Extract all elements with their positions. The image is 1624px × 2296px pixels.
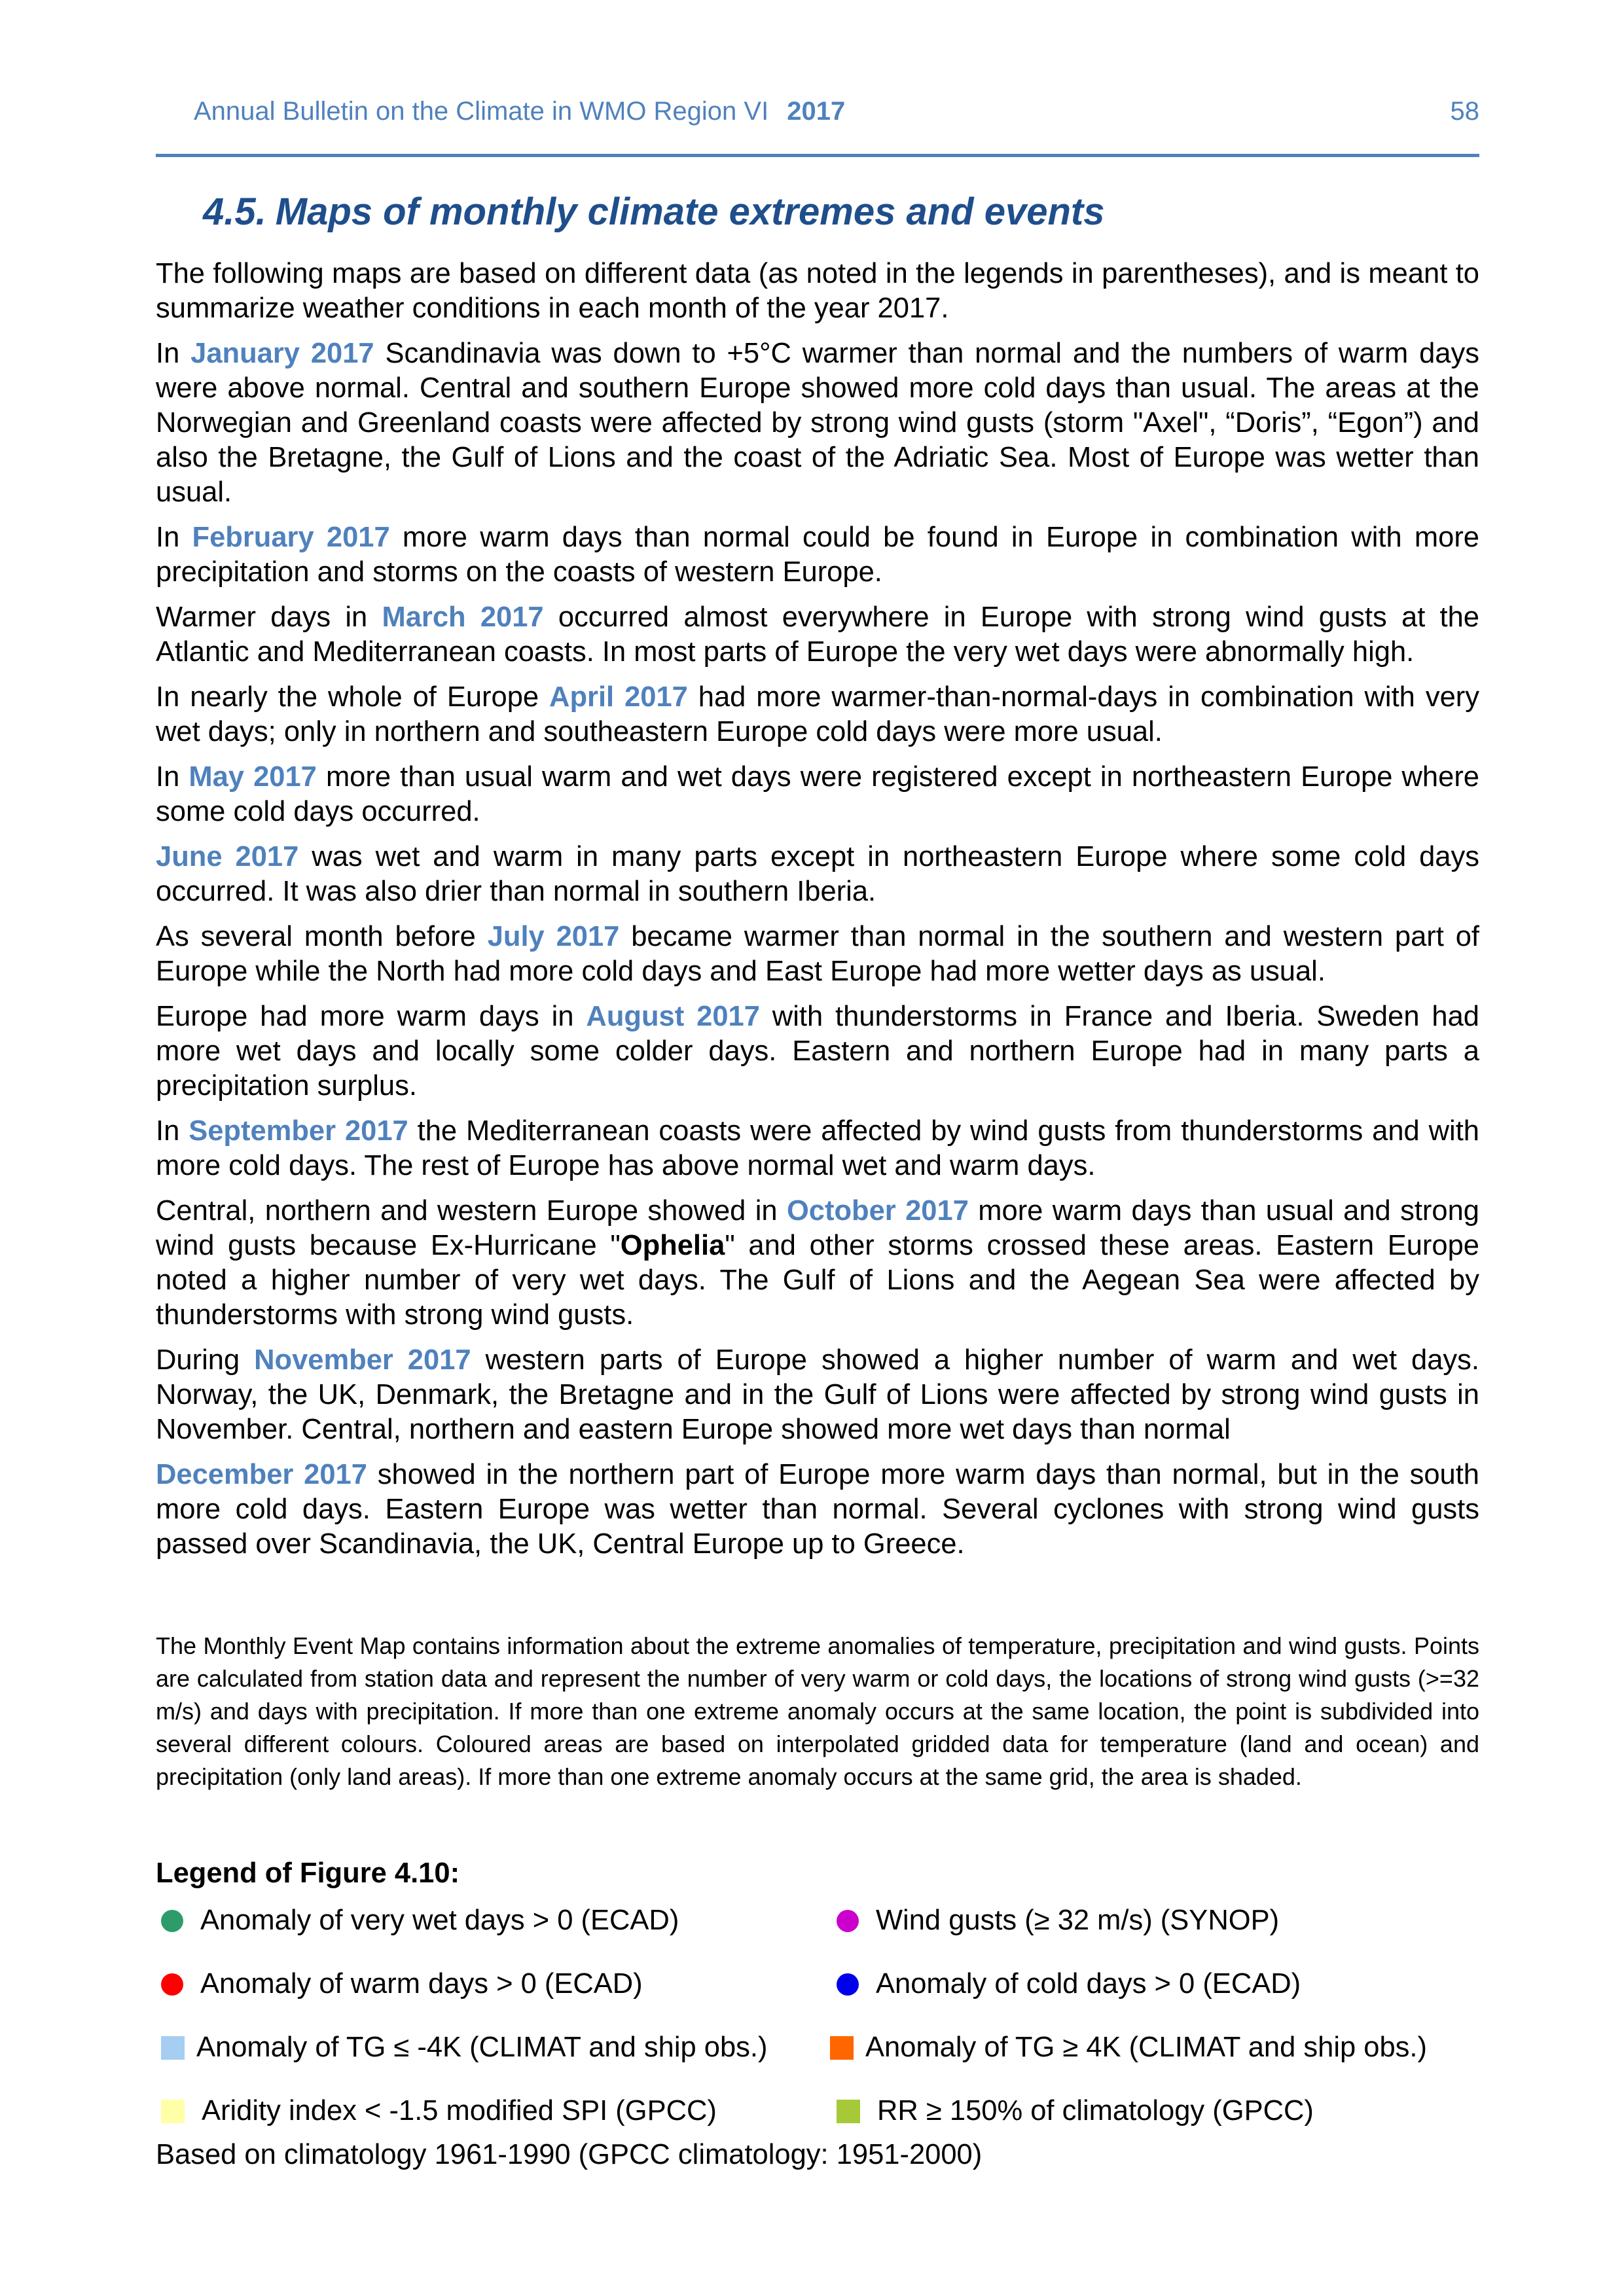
legend-row [156, 1968, 1504, 2032]
orange-square-icon [830, 2036, 854, 2060]
section-heading [203, 190, 1105, 234]
legend-item-wet-days: Anomaly of very wet days > 0 (ECAD) [161, 1905, 679, 1937]
legend-row [156, 1905, 1504, 1968]
paragraph-january: In January 2017 Scandinavia was down to +5°C warmer than normal and the numbers of warm days were above normal. Central and southern Europe showed more cold days than usual. The areas at the Norwegian and Greenland coasts were affected by strong wind gusts (storm "Axel", “Doris”, “Egon”) and also the Bretagne, the Gulf of Lions and the coast of the Adriatic Sea. Most of Europe was wetter than usual. [156, 338, 1479, 508]
legend-item-tg-cold: Anomaly of TG ≤ -4K (CLIMAT and ship obs.) [161, 2032, 767, 2064]
month-highlight: May 2017 [189, 761, 317, 793]
page-header [156, 97, 1479, 157]
paragraph-june: June 2017 was wet and warm in many parts except in northeastern Europe where some cold days occurred. It was also drier than normal in southern Iberia. [156, 841, 1480, 907]
month-highlight: January 2017 [190, 338, 374, 369]
legend-item-precip-surplus: RR ≥ 150% of climatology (GPCC) [837, 2095, 1314, 2127]
section-number: 4.5. [203, 190, 266, 233]
page-number: 58 [1450, 97, 1479, 126]
section-title: Maps of monthly climate extremes and events [275, 190, 1105, 233]
red-dot-icon [161, 1973, 183, 1996]
month-highlight: August 2017 [586, 1001, 760, 1032]
legend-item-cold-days: Anomaly of cold days > 0 (ECAD) [837, 1968, 1301, 2000]
legend-title: Legend of Figure 4.10: [156, 1857, 460, 1889]
green-dot-icon [161, 1910, 183, 1932]
month-highlight: April 2017 [549, 681, 688, 713]
paragraph-september: In September 2017 the Mediterranean coasts were affected by wind gusts from thunderstorms and with more cold days. The rest of Europe has above normal wet and warm days. [156, 1115, 1479, 1181]
pale-yellow-square-icon [161, 2100, 185, 2123]
legend-item-tg-warm: Anomaly of TG ≥ 4K (CLIMAT and ship obs.) [830, 2032, 1427, 2064]
blue-dot-icon [837, 1973, 859, 1996]
month-highlight: June 2017 [156, 841, 299, 872]
month-highlight: October 2017 [786, 1195, 969, 1227]
month-highlight: September 2017 [189, 1115, 408, 1147]
body-text [156, 257, 1479, 1572]
legend-item-wind-gusts: Wind gusts (≥ 32 m/s) (SYNOP) [837, 1905, 1279, 1937]
map-note: The Monthly Event Map contains information about the extreme anomalies of temperature, precipitation and wind gusts. Points are calculated from station data and represent the number of very warm or cold days, the locations of strong wind gusts (>=32 m/s) and days with precipitation. If more than one extreme anomaly occurs at the same location, the point is subdivided into several different colours. Coloured areas are based on interpolated gridded data for temperature (land and ocean) and precipitation (only land areas). If more than one extreme anomaly occurs at the same grid, the area is shaded. [156, 1632, 1479, 1790]
running-title [194, 97, 845, 126]
paragraph-november: During November 2017 western parts of Europe showed a higher number of warm and wet days. Norway, the UK, Denmark, the Bretagne and in the Gulf of Lions were affected by strong wind gusts in November. Central, northern and eastern Europe showed more wet days than normal [156, 1344, 1480, 1445]
paragraph-december: December 2017 showed in the northern part of Europe more warm days than normal, but in the south more cold days. Eastern Europe was wetter than normal. Several cyclones with strong wind gusts passed over Scandinavia, the UK, Central Europe up to Greece. [156, 1459, 1479, 1560]
paragraph-august: Europe had more warm days in August 2017 with thunderstorms in France and Iberia. Sweden had more wet days and locally some colder days. Eastern and northern Europe had in many parts a precipitation surplus. [156, 1001, 1479, 1102]
month-highlight: February 2017 [192, 522, 390, 553]
light-blue-square-icon [161, 2036, 185, 2060]
legend-row [156, 2032, 1504, 2095]
legend-item-aridity: Aridity index < -1.5 modified SPI (GPCC) [161, 2095, 717, 2127]
bulletin-title: Annual Bulletin on the Climate in WMO Region VI [194, 97, 769, 126]
magenta-dot-icon [837, 1910, 859, 1932]
green-square-icon [837, 2100, 860, 2123]
paragraph-march: Warmer days in March 2017 occurred almost everywhere in Europe with strong wind gusts at the Atlantic and Mediterranean coasts. In most parts of Europe the very wet days were abnormally high. [156, 601, 1479, 668]
paragraph-july: As several month before July 2017 became warmer than normal in the southern and western part of Europe while the North had more cold days and East Europe had more wetter days as usual. [156, 921, 1479, 987]
storm-name: Ophelia [620, 1230, 725, 1261]
month-highlight: December 2017 [156, 1459, 367, 1490]
month-highlight: March 2017 [382, 601, 544, 633]
intro-paragraph: The following maps are based on different data (as noted in the legends in parentheses), and is meant to summarize weather conditions in each month of the year 2017. [156, 258, 1479, 324]
month-highlight: November 2017 [254, 1344, 471, 1376]
legend [156, 1905, 1504, 2159]
paragraph-february: In February 2017 more warm days than normal could be found in Europe in combination with more precipitation and storms on the coasts of western Europe. [156, 522, 1479, 588]
paragraph-april: In nearly the whole of Europe April 2017 had more warmer-than-normal-days in combination with very wet days; only in northern and southeastern Europe cold days were more usual. [156, 681, 1479, 747]
legend-item-warm-days: Anomaly of warm days > 0 (ECAD) [161, 1968, 643, 2000]
paragraph-october: Central, northern and western Europe showed in October 2017 more warm days than usual and strong wind gusts because Ex-Hurricane "Ophelia" and other storms crossed these areas. Eastern Europe noted a higher number of very wet days. The Gulf of Lions and the Aegean Sea were affected by thunderstorms with strong wind gusts. [156, 1195, 1480, 1331]
climatology-note: Based on climatology 1961-1990 (GPCC climatology: 1951-2000) [156, 2139, 983, 2170]
bulletin-year: 2017 [787, 97, 846, 126]
paragraph-may: In May 2017 more than usual warm and wet days were registered except in northeastern Europe where some cold days occurred. [156, 761, 1479, 827]
month-highlight: July 2017 [487, 921, 620, 952]
